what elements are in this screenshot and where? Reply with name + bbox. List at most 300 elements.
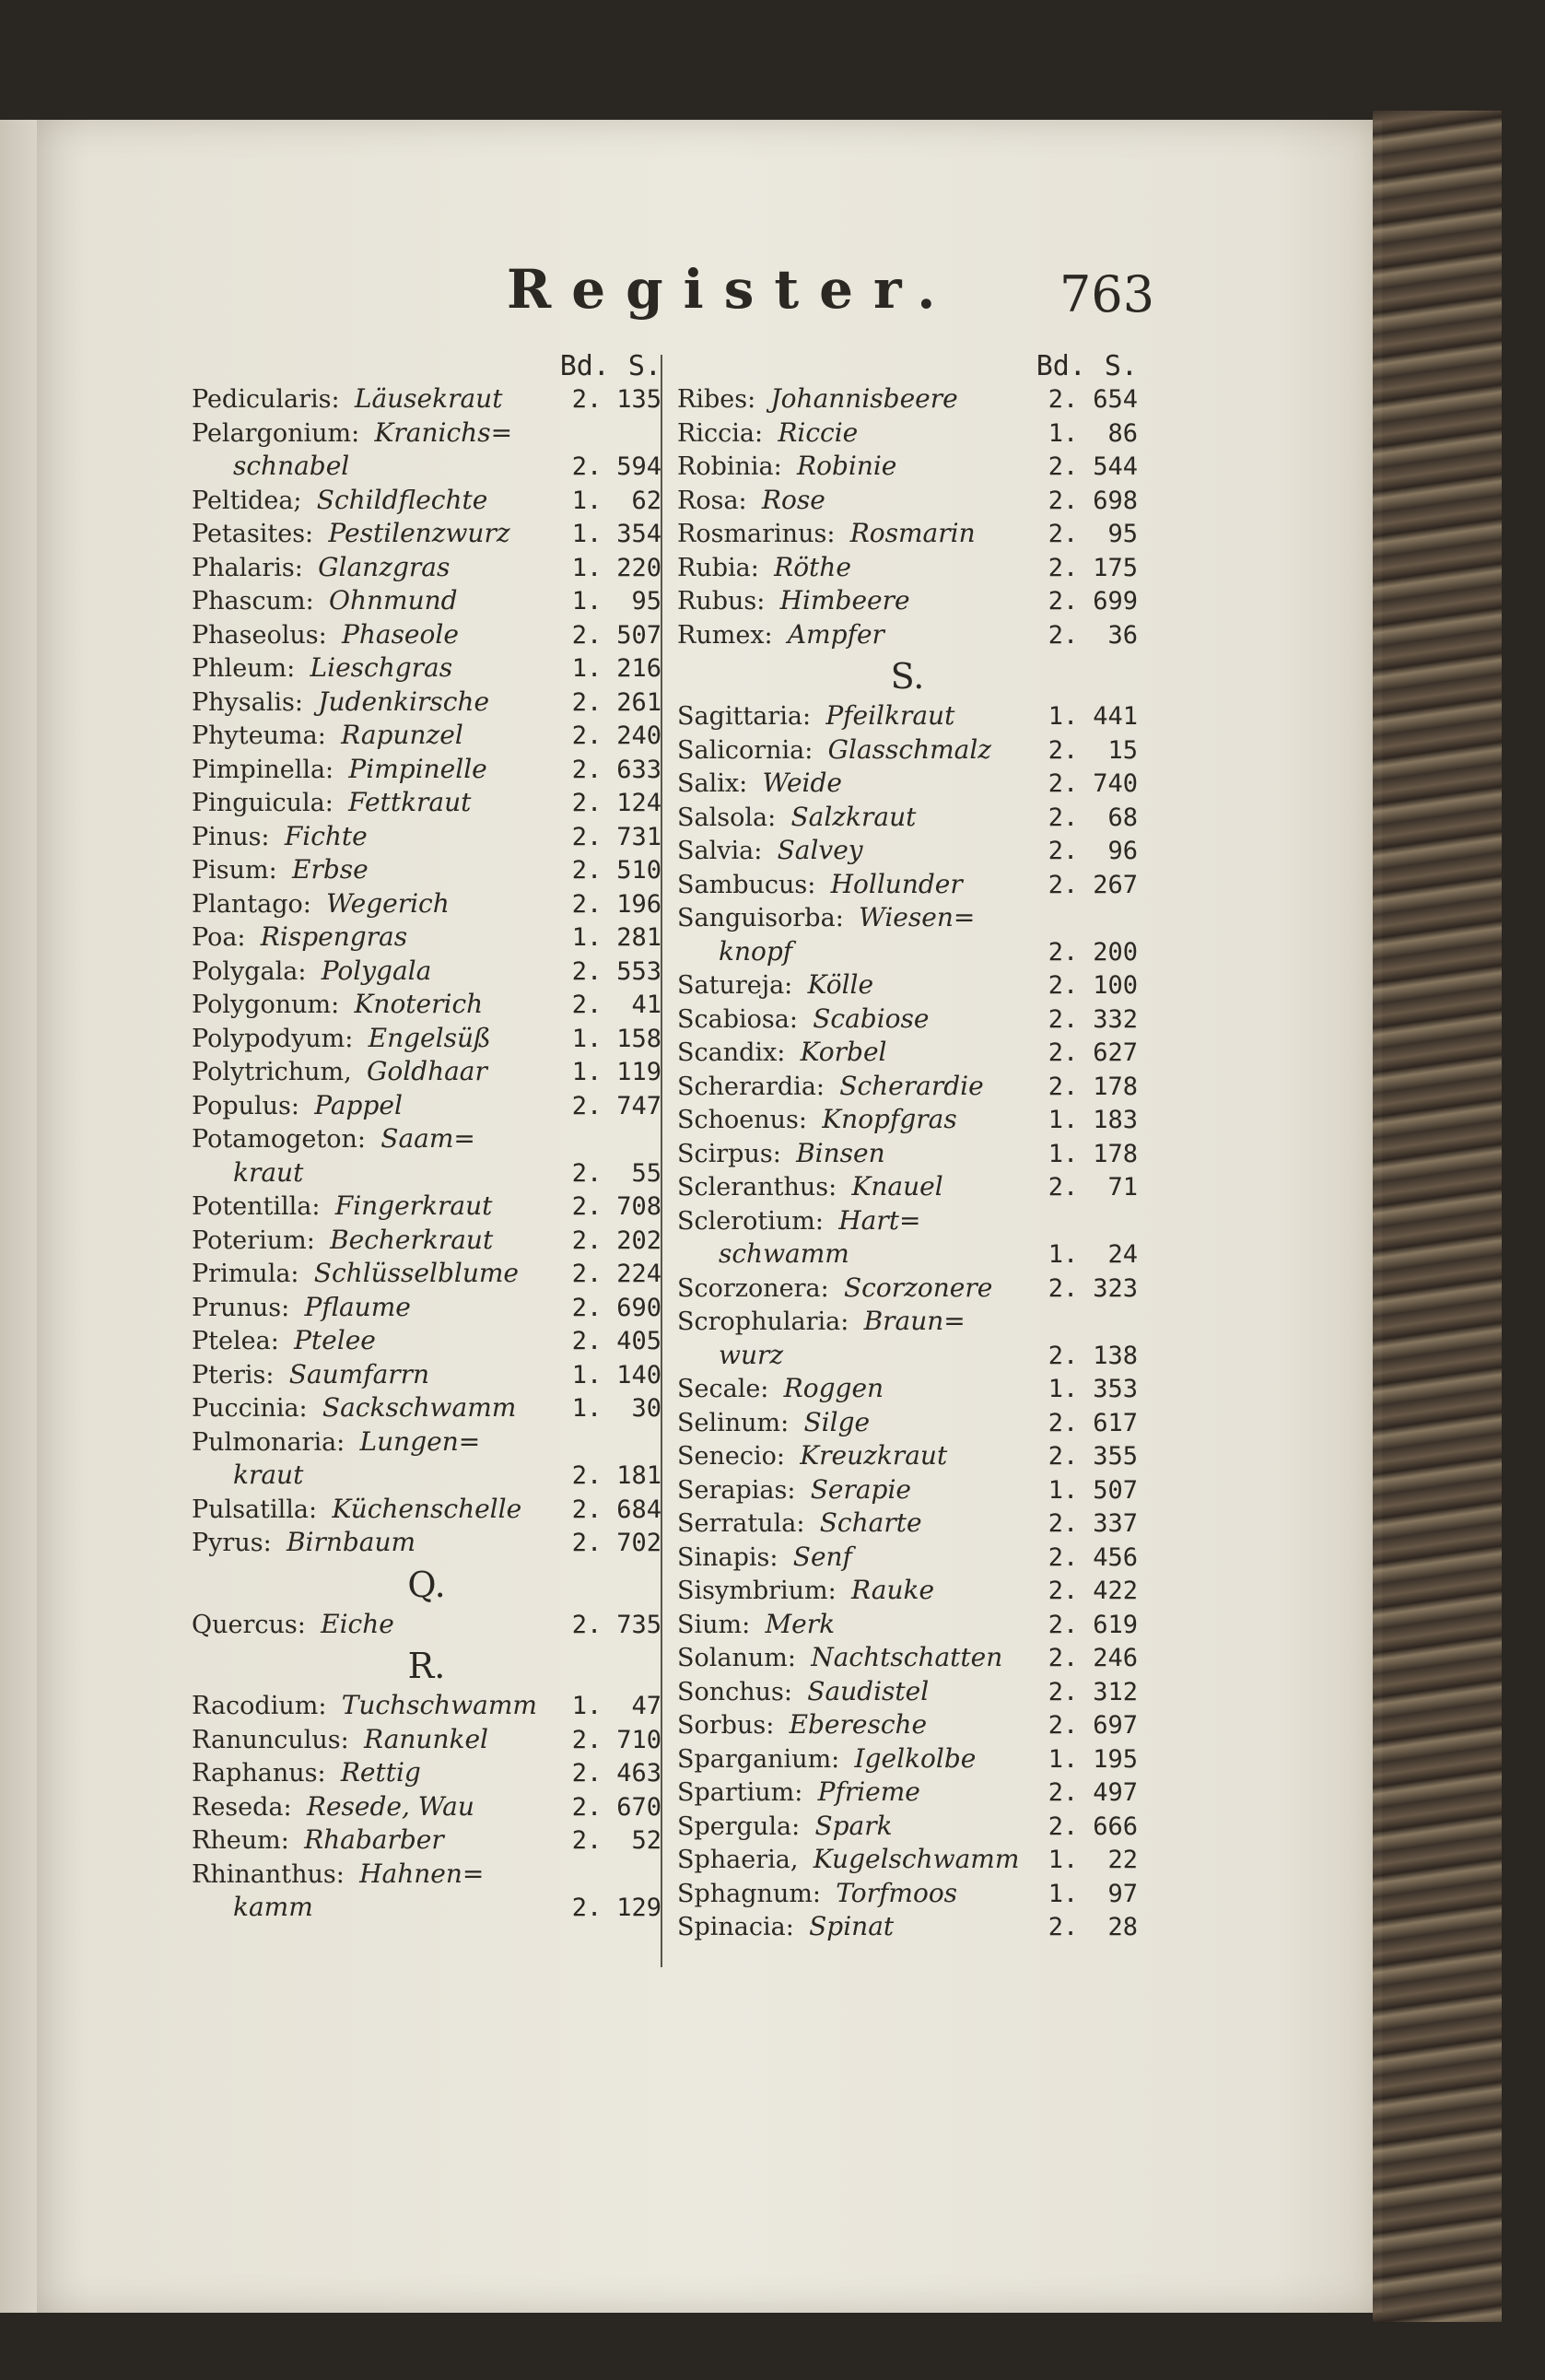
volume-number: 2.: [1048, 1913, 1079, 1941]
page-ref: 216: [616, 654, 661, 683]
index-entry: [192, 1460, 661, 1494]
german-name: Pimpinelle: [348, 753, 487, 784]
german-name: Pfrieme: [817, 1776, 920, 1807]
index-entry: [192, 1791, 661, 1825]
german-name: Lungen=: [359, 1425, 481, 1457]
latin-name: Rubia:: [677, 553, 759, 582]
volume-number: 1.: [1048, 1240, 1079, 1269]
entry-names: [677, 869, 1046, 899]
latin-name: Quercus:: [192, 1610, 306, 1639]
latin-name: Pedicularis:: [192, 385, 340, 414]
german-name: Hahnen=: [359, 1858, 485, 1889]
entry-names: [677, 936, 1046, 967]
index-entry: [192, 754, 661, 788]
index-entry: [192, 1858, 661, 1893]
index-entry: [677, 1071, 1138, 1105]
page-ref: 28: [1107, 1913, 1138, 1941]
entry-names: [192, 1757, 569, 1788]
index-entry: [192, 1090, 661, 1124]
german-name: Pfeilkraut: [825, 700, 955, 731]
volume-number: 2.: [1048, 1173, 1079, 1202]
german-name: Wiesen=: [859, 902, 976, 932]
book-spine: [1373, 111, 1502, 2322]
page-ref: 55: [631, 1158, 661, 1188]
german-name: Fichte: [284, 820, 368, 851]
german-name: Nachtschatten: [811, 1642, 1003, 1672]
page-ref: 553: [616, 956, 661, 986]
german-name: Spark: [814, 1810, 893, 1841]
page-ref: 95: [1107, 520, 1138, 548]
latin-name: Pimpinella:: [192, 755, 334, 784]
entry-names: [192, 1609, 569, 1639]
page-title: Register.: [507, 258, 956, 321]
index-entry: [192, 451, 661, 485]
page-ref: 62: [631, 486, 661, 515]
entry-names: [192, 1090, 569, 1120]
entry-names: [677, 835, 1046, 865]
index-entry: [192, 1225, 661, 1259]
volume-number: 2.: [1048, 385, 1079, 414]
entry-names: [192, 1460, 569, 1490]
section-letter: Q.: [407, 1564, 446, 1605]
column-header: [677, 350, 1138, 383]
latin-name: Sphagnum:: [677, 1879, 822, 1908]
page-ref: 312: [1093, 1677, 1138, 1706]
page-ref: 95: [631, 587, 661, 616]
page-ref: 246: [1093, 1644, 1138, 1672]
page-ref: 441: [1093, 702, 1138, 731]
volume-number: 2.: [1048, 486, 1079, 515]
latin-name: Satureja:: [677, 971, 793, 1000]
german-name: Polygala: [321, 955, 432, 986]
german-name: Igelkolbe: [854, 1742, 977, 1774]
page-ref: 332: [1093, 1004, 1138, 1034]
german-name: Kreuzkraut: [800, 1440, 948, 1471]
volume-number: 2.: [1048, 1778, 1079, 1807]
volume-number: 2.: [1048, 1610, 1079, 1639]
index-entry: [677, 1911, 1138, 1945]
entry-names: [192, 1157, 569, 1188]
entry-names: [677, 1542, 1046, 1572]
page-ref: 281: [616, 923, 661, 952]
entry-names: [192, 754, 569, 784]
volume-number: 2.: [1048, 1644, 1079, 1672]
page-ref: 22: [1107, 1846, 1138, 1874]
latin-name: Racodium:: [192, 1692, 327, 1720]
entry-names: [677, 1709, 1046, 1740]
page-ref: 261: [616, 687, 661, 717]
index-entry: [677, 552, 1138, 586]
entry-names: [192, 1494, 569, 1524]
german-name: Schildflechte: [316, 484, 488, 515]
page-ref: 267: [1093, 870, 1138, 899]
latin-name: Scrophularia:: [677, 1307, 849, 1336]
german-name: Salzkraut: [790, 801, 917, 832]
volume-number: 2.: [1048, 1509, 1079, 1538]
latin-name: Polygonum:: [192, 991, 340, 1019]
german-name: Rapunzel: [341, 720, 463, 750]
page-ref: 670: [616, 1792, 661, 1822]
index-entry: [192, 1258, 661, 1292]
index-entry: [677, 585, 1138, 619]
volume-number: 2.: [571, 1495, 603, 1524]
volume-number: 2.: [1048, 1004, 1079, 1034]
german-name: Kugelschwamm: [813, 1844, 1020, 1874]
entry-names: [677, 1238, 1046, 1269]
german-name: Saumfarrn: [288, 1358, 430, 1389]
page-ref: 175: [1093, 553, 1138, 582]
page-ref: 747: [616, 1091, 661, 1120]
index-entry: [192, 1190, 661, 1225]
entry-names: [677, 1776, 1046, 1807]
volume-number: 2.: [571, 755, 603, 784]
page-ref: 710: [616, 1725, 661, 1754]
volume-number: 2.: [571, 1792, 603, 1822]
german-name: Knauel: [851, 1171, 943, 1202]
german-name: Schlüsselblume: [313, 1258, 519, 1288]
latin-name: Raphanus:: [192, 1759, 326, 1788]
german-name: Pflaume: [304, 1291, 411, 1322]
german-name: Ampfer: [787, 618, 884, 650]
latin-name: Pyrus:: [192, 1529, 272, 1557]
page-ref: 224: [616, 1260, 661, 1288]
latin-name: Scleranthus:: [677, 1173, 837, 1202]
index-entry: [192, 1527, 661, 1561]
index-entry: [192, 1757, 661, 1791]
page-ref: 183: [1093, 1106, 1138, 1134]
index-entry: [677, 1878, 1138, 1912]
left-page-edge: [0, 120, 37, 2313]
latin-name: Selinum:: [677, 1408, 790, 1437]
index-entry: [677, 451, 1138, 485]
volume-number: 2.: [571, 1225, 603, 1255]
index-entry: [677, 1743, 1138, 1777]
german-name: Phaseole: [342, 618, 459, 650]
volume-number: 2.: [571, 1893, 603, 1922]
latin-name: Sambucus:: [677, 870, 816, 899]
latin-name: Solanum:: [677, 1644, 796, 1672]
volume-number: 2.: [1048, 1038, 1079, 1067]
index-entry: [192, 585, 661, 619]
entry-names: [192, 1858, 569, 1889]
latin-name: Spartium:: [677, 1778, 803, 1807]
page-ref: 71: [1107, 1173, 1138, 1202]
german-name: Glasschmalz: [827, 733, 992, 765]
latin-name: Salix:: [677, 769, 748, 798]
german-name: Spinat: [809, 1911, 895, 1941]
page-header-label: S.: [627, 350, 661, 382]
entry-names: [192, 821, 569, 851]
volume-header: Bd.: [559, 350, 610, 382]
entry-names: [192, 417, 569, 448]
volume-header: Bd.: [1036, 350, 1086, 382]
volume-number: 2.: [1048, 553, 1079, 582]
volume-number: 2.: [1048, 937, 1079, 967]
volume-number: 2.: [1048, 1442, 1079, 1471]
volume-number: 2.: [571, 1759, 603, 1788]
entry-names: [192, 1527, 569, 1557]
index-entry: [677, 1407, 1138, 1441]
latin-name: Sanguisorba:: [677, 904, 844, 932]
latin-name: Sonchus:: [677, 1677, 792, 1706]
german-name: Ranunkel: [363, 1723, 488, 1754]
entry-names: [677, 1911, 1046, 1941]
entry-names: [677, 700, 1046, 731]
volume-number: 1.: [571, 1024, 603, 1053]
index-entry: [192, 1123, 661, 1157]
entry-names: [192, 989, 569, 1019]
index-entry: [677, 734, 1138, 768]
german-name: Scharte: [819, 1507, 922, 1538]
index-entry: [677, 1776, 1138, 1811]
page-ref: 619: [1093, 1610, 1138, 1639]
volume-number: 2.: [571, 1192, 603, 1221]
page-header-label: S.: [1104, 350, 1138, 382]
latin-name: Peltidea;: [192, 486, 302, 515]
entry-names: [677, 1003, 1046, 1034]
page-ref: 129: [616, 1893, 661, 1922]
index-entry: [677, 1306, 1138, 1340]
index-entry: [192, 1325, 661, 1359]
latin-name: Sium:: [677, 1610, 751, 1639]
latin-name: Potentilla:: [192, 1192, 321, 1221]
index-entry: [677, 1474, 1138, 1508]
volume-number: 2.: [571, 1725, 603, 1754]
entry-names: [192, 854, 569, 885]
entry-names: [677, 619, 1046, 650]
entry-names: [192, 1791, 569, 1822]
index-entry: [677, 1373, 1138, 1407]
index-entry: [677, 1340, 1138, 1374]
index-entry: [192, 1892, 661, 1926]
latin-name: Ranunculus:: [192, 1725, 349, 1754]
page-ref: 220: [616, 553, 661, 582]
german-name: Läusekraut: [354, 383, 503, 414]
index-entry: [192, 921, 661, 956]
german-name: Weide: [762, 768, 842, 798]
entry-names: [677, 1474, 1046, 1505]
page-ref: 36: [1107, 620, 1138, 650]
german-name: Wegerich: [326, 887, 450, 919]
volume-number: 1.: [571, 1360, 603, 1389]
page-ref: 178: [1093, 1072, 1138, 1101]
volume-number: 1.: [1048, 1139, 1079, 1168]
index-entry: [192, 552, 661, 586]
latin-name: Sagittaria:: [677, 702, 812, 731]
volume-number: 2.: [1048, 1408, 1079, 1437]
index-entry: [192, 383, 661, 417]
index-entry: [677, 1205, 1138, 1239]
index-entry: [677, 1138, 1138, 1172]
page-ref: 507: [616, 620, 661, 650]
volume-number: 1.: [571, 553, 603, 582]
page-ref: 323: [1093, 1273, 1138, 1303]
latin-name: Riccia:: [677, 418, 764, 448]
entry-names: [192, 1325, 569, 1355]
latin-name: Schoenus:: [677, 1106, 807, 1134]
volume-number: 2.: [571, 789, 603, 817]
german-name: Sackschwamm: [322, 1392, 517, 1423]
latin-name: Spinacia:: [677, 1913, 794, 1941]
volume-number: 2.: [571, 822, 603, 851]
volume-number: 2.: [571, 1158, 603, 1188]
volume-number: 1.: [571, 587, 603, 616]
latin-name: Phyteuma:: [192, 721, 326, 750]
german-name: Ptelee: [294, 1325, 376, 1355]
volume-number: 2.: [1048, 735, 1079, 765]
volume-number: 2.: [571, 1091, 603, 1120]
index-entry: [677, 1037, 1138, 1071]
volume-number: 2.: [1048, 620, 1079, 650]
page-ref: 140: [616, 1360, 661, 1389]
entry-names: [192, 787, 569, 817]
german-name: kraut: [233, 1460, 304, 1490]
index-entry: [677, 1642, 1138, 1676]
volume-number: 2.: [1048, 1341, 1079, 1370]
index-entry: [677, 1440, 1138, 1474]
volume-number: 2.: [571, 1293, 603, 1322]
index-entry: [677, 1575, 1138, 1609]
latin-name: Ribes:: [677, 385, 756, 414]
entry-names: [677, 969, 1046, 1000]
volume-number: 2.: [571, 687, 603, 717]
index-column-left: [192, 350, 661, 1926]
latin-name: Sphaeria,: [677, 1846, 799, 1874]
volume-number: 1.: [1048, 418, 1079, 448]
index-entry: [677, 1104, 1138, 1138]
entry-names: [192, 1392, 569, 1423]
index-entry: [677, 518, 1138, 552]
german-name: Rhabarber: [304, 1824, 444, 1855]
index-entry: [192, 1494, 661, 1528]
german-name: Scorzonere: [844, 1272, 993, 1303]
latin-name: Sisymbrium:: [677, 1577, 837, 1605]
page-ref: 355: [1093, 1442, 1138, 1471]
index-entry: [677, 1507, 1138, 1542]
latin-name: Polygala:: [192, 956, 307, 986]
german-name: Torfmoos: [836, 1877, 958, 1908]
german-name: Rose: [761, 484, 825, 515]
page-ref: 654: [1093, 385, 1138, 414]
index-entry: [677, 902, 1138, 936]
page-ref: 740: [1093, 769, 1138, 798]
german-name: Ohnmund: [329, 585, 458, 616]
latin-name: Pinguicula:: [192, 789, 334, 817]
latin-name: Phleum:: [192, 654, 296, 683]
page-ref: 240: [616, 721, 661, 750]
volume-number: 1.: [1048, 1879, 1079, 1908]
index-entry: [677, 802, 1138, 836]
page-ref: 666: [1093, 1811, 1138, 1841]
page-ref: 200: [1093, 937, 1138, 967]
index-entry: [192, 1292, 661, 1326]
latin-name: Pulmonaria:: [192, 1427, 345, 1457]
volume-number: 1.: [571, 520, 603, 548]
index-entry: [192, 1023, 661, 1057]
latin-name: Polytrichum,: [192, 1058, 352, 1086]
german-name: Lieschgras: [310, 652, 453, 683]
page-ref: 68: [1107, 803, 1138, 832]
german-name: Küchenschelle: [332, 1493, 522, 1524]
german-name: Braun=: [863, 1306, 966, 1336]
index-entry: [192, 518, 661, 552]
volume-number: 2.: [571, 856, 603, 885]
german-name: Goldhaar: [366, 1056, 487, 1086]
entry-names: [677, 802, 1046, 832]
latin-name: Sparganium:: [677, 1744, 840, 1774]
page-ref: 86: [1107, 418, 1138, 448]
entry-names: [677, 585, 1046, 616]
latin-name: Pelargonium:: [192, 418, 360, 448]
page-ref: 702: [616, 1529, 661, 1557]
page-ref: 15: [1107, 735, 1138, 765]
page-ref: 96: [1107, 837, 1138, 865]
index-entry: [192, 787, 661, 821]
volume-number: 2.: [1048, 1273, 1079, 1303]
latin-name: Primula:: [192, 1260, 299, 1288]
page-ref: 698: [1093, 486, 1138, 515]
page-ref: 497: [1093, 1778, 1138, 1807]
entry-names: [677, 1272, 1046, 1303]
volume-number: 2.: [571, 1610, 603, 1639]
volume-number: 1.: [1048, 702, 1079, 731]
index-entry: [192, 1724, 661, 1758]
page-ref: 202: [616, 1225, 661, 1255]
volume-number: 2.: [1048, 870, 1079, 899]
entry-names: [677, 1104, 1046, 1134]
entry-names: [192, 888, 569, 919]
entry-names: [192, 1724, 569, 1754]
volume-number: 1.: [1048, 1375, 1079, 1403]
german-name: Hart=: [838, 1204, 921, 1236]
entry-names: [192, 1056, 569, 1086]
section-letter: R.: [407, 1646, 446, 1686]
german-name: wurz: [719, 1339, 784, 1370]
column-header: [192, 350, 661, 383]
german-name: Rosmarin: [849, 518, 976, 548]
index-entry: [192, 417, 661, 451]
german-name: Glanzgras: [318, 551, 451, 582]
german-name: Merk: [765, 1608, 836, 1639]
page-ref: 30: [631, 1394, 661, 1423]
entry-names: [192, 1225, 569, 1255]
entry-names: [677, 485, 1046, 515]
german-name: Knoterich: [354, 989, 484, 1019]
index-entry: [677, 1272, 1138, 1307]
volume-number: 2.: [1048, 1542, 1079, 1572]
entry-names: [192, 1824, 569, 1855]
page-ref: 708: [616, 1192, 661, 1221]
page-ref: 195: [1093, 1744, 1138, 1774]
index-entry: [192, 989, 661, 1023]
entry-names: [192, 652, 569, 683]
entry-names: [192, 720, 569, 750]
volume-number: 1.: [571, 1058, 603, 1086]
latin-name: Salicornia:: [677, 735, 813, 765]
latin-name: Poa:: [192, 923, 246, 952]
index-entry: [192, 720, 661, 754]
entry-names: [677, 1811, 1046, 1841]
latin-name: Scabiosa:: [677, 1004, 798, 1034]
entry-names: [192, 1190, 569, 1221]
page-ref: 507: [1093, 1475, 1138, 1505]
latin-name: Pteris:: [192, 1360, 275, 1389]
latin-name: Rosa:: [677, 486, 747, 515]
german-name: knopf: [719, 935, 793, 967]
page-ref: 337: [1093, 1509, 1138, 1538]
entry-names: [677, 1373, 1046, 1403]
index-entry: [192, 1157, 661, 1191]
